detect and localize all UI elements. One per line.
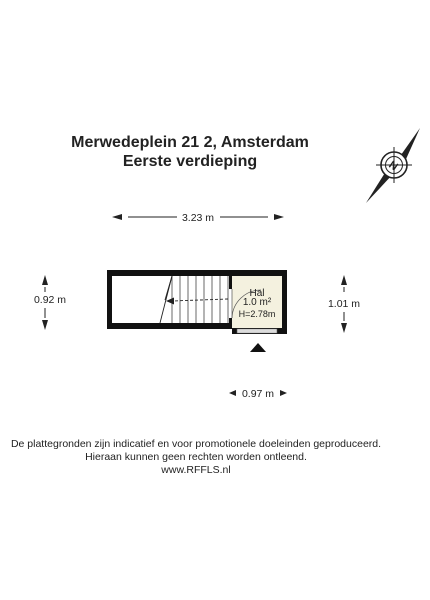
- compass-icon: [366, 128, 420, 203]
- dimension-left-height-label: 0.92 m: [33, 294, 67, 306]
- dimension-total-width: [112, 212, 284, 224]
- room-height: H=2.78m: [238, 309, 276, 319]
- room-area: 1.0 m²: [242, 297, 272, 308]
- disclaimer-line-2: Hieraan kunnen geen rechten worden ontleend.: [85, 451, 307, 463]
- dimension-right-height: [328, 275, 360, 333]
- dimension-hal-width-label: 0.97 m: [241, 388, 275, 400]
- compass-north-label: N: [386, 159, 400, 174]
- dimension-total-width-label: 3.23 m: [181, 212, 215, 224]
- disclaimer-website: www.RFFLS.nl: [161, 464, 231, 476]
- entrance-marker-icon: [250, 343, 266, 352]
- disclaimer-line-1: De plattegronden zijn indicatief en voor promotionele doeleinden geproduceerd.: [10, 438, 382, 450]
- room-name: Hal: [249, 288, 265, 299]
- floor-name: Eerste verdieping: [122, 153, 258, 170]
- dimension-right-height-label: 1.01 m: [327, 298, 361, 310]
- dimension-hal-width: [229, 388, 287, 400]
- plan-title: Merwedeplein 21 2, Amsterdam: [71, 134, 309, 151]
- dimension-left-height: [34, 275, 66, 330]
